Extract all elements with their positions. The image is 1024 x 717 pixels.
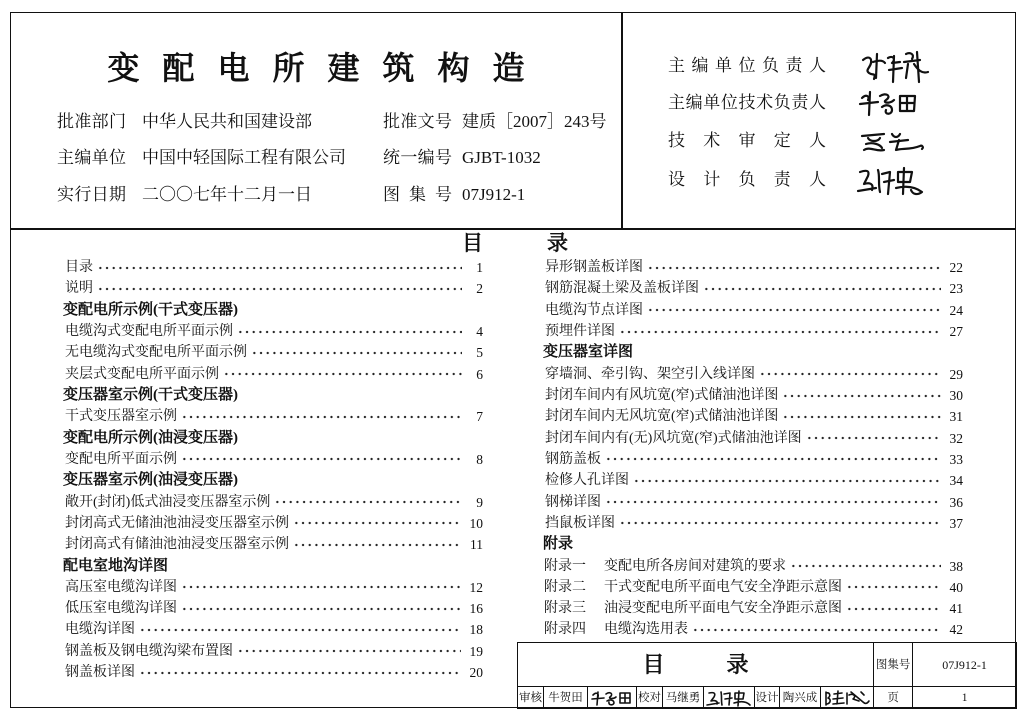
toc-entry-title: 钢盖板及钢电缆沟梁布置图 xyxy=(65,643,233,659)
toc-entry xyxy=(63,449,483,470)
toc-heading: 目录 xyxy=(462,231,632,255)
header-vertical-divider xyxy=(621,12,623,229)
toc-entry-page: 19 xyxy=(469,643,483,659)
toc-entry-page: 4 xyxy=(476,324,483,340)
leader-dots xyxy=(181,584,461,590)
toc-entry xyxy=(543,491,963,512)
reviewer-name: 牛贺田 xyxy=(544,687,588,709)
leader-dots xyxy=(97,265,462,271)
approval-dept-label: 批准部门 xyxy=(57,112,126,131)
checker-signature-cell xyxy=(704,687,755,709)
leader-dots xyxy=(237,329,462,335)
toc-entry-page: 11 xyxy=(470,537,483,553)
toc-entry-page: 31 xyxy=(949,409,963,425)
leader-dots xyxy=(181,456,462,462)
leader-dots xyxy=(759,371,941,377)
toc-entry xyxy=(543,470,963,491)
leader-dots xyxy=(293,542,461,548)
leader-dots xyxy=(223,371,462,377)
leader-dots xyxy=(619,520,941,526)
atlas-no-label: 图集号 xyxy=(383,185,452,204)
toc-entry-page: 9 xyxy=(476,494,483,510)
toc-entry-title: 干式变压器室示例 xyxy=(65,409,177,425)
toc-entry xyxy=(63,577,483,598)
checker-name: 马继勇 xyxy=(663,687,704,709)
toc-entry-page: 20 xyxy=(469,665,483,681)
appendix-label: 附录三 xyxy=(544,601,586,617)
appendix-label: 附录四 xyxy=(544,622,586,638)
toc-section-heading: 变压器室详图 xyxy=(543,344,634,361)
toc-entry xyxy=(543,428,963,449)
leader-dots xyxy=(251,350,462,356)
leader-dots xyxy=(703,286,941,292)
leader-dots xyxy=(139,627,461,633)
signature-technical-lead xyxy=(856,88,922,120)
toc-entry xyxy=(63,342,483,363)
toc-entry-title: 电缆沟节点详图 xyxy=(545,302,643,318)
toc-entry-title: 高压室电缆沟详图 xyxy=(65,579,177,595)
toc-entry xyxy=(63,662,483,683)
leader-dots xyxy=(647,307,941,313)
toc-entry-title: 无电缆沟式变配电所平面示例 xyxy=(65,345,247,361)
toc-entry xyxy=(543,257,963,278)
toc-entry-page: 7 xyxy=(476,409,483,425)
leader-dots xyxy=(605,499,941,505)
title-block-atlas-no: 07J912-1 xyxy=(913,643,1017,687)
toc-entry-title: 封闭车间内有(无)风坑宽(窄)式储油池详图 xyxy=(545,430,802,446)
toc-entry-title: 敞开(封闭)低式油浸变压器室示例 xyxy=(65,494,271,510)
toc-entry-page: 12 xyxy=(469,579,483,595)
appendix-entry xyxy=(543,619,963,640)
toc-entry-page: 33 xyxy=(949,451,963,467)
approval-doc-value: 建质［2007］243号 xyxy=(462,112,607,131)
toc-entry-page: 2 xyxy=(476,281,483,297)
leader-dots xyxy=(619,329,941,335)
appendix-title: 电缆沟选用表 xyxy=(604,622,688,638)
atlas-no-value: 07J912-1 xyxy=(462,185,526,204)
signoff-technical-lead-label: 主编单位技术负责人 xyxy=(668,93,826,112)
unified-no-label: 统一编号 xyxy=(383,148,452,167)
toc-entry-title: 挡鼠板详图 xyxy=(545,515,615,531)
toc-entry xyxy=(63,491,483,512)
approval-doc-label: 批准文号 xyxy=(383,112,452,131)
toc-entry xyxy=(543,278,963,299)
signature-chief-editor xyxy=(860,48,932,86)
reviewer-signature xyxy=(590,689,634,707)
toc-entry-page: 18 xyxy=(469,622,483,638)
toc-entry xyxy=(543,513,963,534)
leader-dots xyxy=(806,435,941,441)
leader-dots xyxy=(782,393,940,399)
appendix-title: 油浸变配电所平面电气安全净距示意图 xyxy=(604,601,842,617)
toc-entry xyxy=(63,321,483,342)
appendix-entry xyxy=(543,555,963,576)
toc-section-heading: 变压器室示例(干式变压器) xyxy=(63,387,238,404)
toc-entry xyxy=(63,534,483,555)
unified-no-value: GJBT-1032 xyxy=(462,148,541,167)
leader-dots xyxy=(181,414,462,420)
editor-unit-label: 主编单位 xyxy=(57,148,126,167)
header-horizontal-divider xyxy=(10,228,1016,230)
toc-entry-page: 36 xyxy=(949,494,963,510)
toc-entry-page: 10 xyxy=(469,515,483,531)
appendix-title: 变配电所各房间对建筑的要求 xyxy=(604,558,786,574)
toc-entry xyxy=(63,619,483,640)
appendix-label: 附录二 xyxy=(544,579,586,595)
toc-entry xyxy=(543,321,963,342)
appendix-label: 附录一 xyxy=(544,558,586,574)
toc-entry-page: 1 xyxy=(476,260,483,276)
toc-section-heading: 变配电所示例(干式变压器) xyxy=(63,301,238,318)
leader-dots xyxy=(846,584,941,590)
appendix-entry xyxy=(543,577,963,598)
leader-dots xyxy=(692,627,941,633)
toc-entry-title: 变配电所平面示例 xyxy=(65,451,177,467)
reviewer-signature-cell xyxy=(588,687,637,709)
toc-entry-title: 钢筋盖板 xyxy=(545,451,601,467)
toc-entry-page: 42 xyxy=(949,622,963,638)
toc-section-heading: 变配电所示例(油浸变压器) xyxy=(63,429,238,446)
leader-dots xyxy=(782,414,940,420)
design-label: 设计 xyxy=(755,687,780,709)
toc-entry-page: 41 xyxy=(949,601,963,617)
appendix-title: 干式变配电所平面电气安全净距示意图 xyxy=(604,579,842,595)
toc-entry-title: 穿墙洞、牵引钩、架空引入线详图 xyxy=(545,366,755,382)
toc-entry-page: 40 xyxy=(949,579,963,595)
leader-dots xyxy=(97,286,462,292)
toc-entry-page: 24 xyxy=(949,302,963,318)
leader-dots xyxy=(846,606,941,612)
page-number: 1 xyxy=(913,687,1017,709)
signature-technical-reviewer xyxy=(858,128,928,154)
toc-entry-page: 37 xyxy=(949,515,963,531)
toc-entry-page: 38 xyxy=(949,558,963,574)
effective-date-label: 实行日期 xyxy=(57,185,126,204)
toc-entry xyxy=(63,278,483,299)
check-label: 校对 xyxy=(637,687,663,709)
toc-section-heading: 附录 xyxy=(543,536,574,553)
leader-dots xyxy=(274,499,462,505)
checker-signature xyxy=(706,689,752,707)
page-label: 页 xyxy=(874,687,913,709)
toc-entry-title: 封闭高式有储油池油浸变压器室示例 xyxy=(65,537,289,553)
leader-dots xyxy=(605,456,941,462)
approval-dept-value: 中华人民共和国建设部 xyxy=(142,112,312,131)
leader-dots xyxy=(790,563,941,569)
toc-entry-title: 检修人孔详图 xyxy=(545,473,629,489)
leader-dots xyxy=(237,648,461,654)
editor-unit-value: 中国中轻国际工程有限公司 xyxy=(142,148,346,167)
toc-entry xyxy=(543,406,963,427)
toc-entry-page: 34 xyxy=(949,473,963,489)
signoff-chief-editor-label: 主编单位负责人 xyxy=(668,56,826,75)
toc-entry-title: 说明 xyxy=(65,281,93,297)
toc-entry xyxy=(63,257,483,278)
leader-dots xyxy=(139,670,461,676)
toc-entry xyxy=(63,641,483,662)
leader-dots xyxy=(293,520,461,526)
toc-entry-page: 30 xyxy=(949,388,963,404)
toc-left-column xyxy=(63,257,483,683)
toc-section-heading: 配电室地沟详图 xyxy=(63,557,169,574)
leader-dots xyxy=(181,606,461,612)
toc-entry xyxy=(543,449,963,470)
toc-entry-page: 29 xyxy=(949,366,963,382)
toc-entry xyxy=(63,364,483,385)
effective-date-value: 二〇〇七年十二月一日 xyxy=(142,185,312,204)
signoff-technical-reviewer-label: 技术审定人 xyxy=(668,131,826,150)
atlas-title: 变配电所建筑构造 xyxy=(107,50,548,86)
leader-dots xyxy=(633,478,941,484)
toc-entry-title: 封闭车间内有风坑宽(窄)式储油池详图 xyxy=(545,388,779,404)
title-block-atlas-no-label: 图集号 xyxy=(874,643,913,687)
toc-entry xyxy=(543,364,963,385)
toc-entry-page: 5 xyxy=(476,345,483,361)
toc-entry-page: 6 xyxy=(476,366,483,382)
toc-entry xyxy=(543,300,963,321)
toc-entry-page: 32 xyxy=(949,430,963,446)
designer-signature-cell xyxy=(821,687,874,709)
toc-entry-title: 封闭高式无储油池油浸变压器室示例 xyxy=(65,515,289,531)
toc-section-heading: 变压器室示例(油浸变压器) xyxy=(63,472,238,489)
toc-entry-page: 16 xyxy=(469,601,483,617)
designer-name: 陶兴成 xyxy=(780,687,821,709)
signature-design-lead xyxy=(856,164,930,198)
signoff-design-lead-label: 设计负责人 xyxy=(668,170,826,189)
toc-entry-title: 电缆沟式变配电所平面示例 xyxy=(65,324,233,340)
toc-entry-title: 电缆沟详图 xyxy=(65,622,135,638)
leader-dots xyxy=(647,265,941,271)
toc-entry xyxy=(63,406,483,427)
toc-right-column xyxy=(543,257,963,641)
toc-entry-page: 8 xyxy=(476,451,483,467)
review-label: 审核 xyxy=(518,687,544,709)
toc-entry-title: 钢盖板详图 xyxy=(65,665,135,681)
toc-entry-title: 封闭车间内无风坑宽(窄)式储油池详图 xyxy=(545,409,779,425)
toc-entry-page: 23 xyxy=(949,281,963,297)
toc-entry-title: 预埋件详图 xyxy=(545,324,615,340)
toc-entry-title: 钢梯详图 xyxy=(545,494,601,510)
toc-entry xyxy=(543,385,963,406)
designer-signature xyxy=(823,689,871,707)
toc-entry-page: 22 xyxy=(949,260,963,276)
toc-entry-title: 钢筋混凝土梁及盖板详图 xyxy=(545,281,699,297)
toc-entry-page: 27 xyxy=(949,324,963,340)
title-block-title: 目录 xyxy=(518,643,874,687)
appendix-entry xyxy=(543,598,963,619)
title-block xyxy=(517,642,1017,709)
toc-entry-title: 异形钢盖板详图 xyxy=(545,260,643,276)
toc-entry xyxy=(63,513,483,534)
toc-entry-title: 夹层式变配电所平面示例 xyxy=(65,366,219,382)
toc-entry-title: 低压室电缆沟详图 xyxy=(65,601,177,617)
toc-entry xyxy=(63,598,483,619)
toc-entry-title: 目录 xyxy=(65,260,93,276)
